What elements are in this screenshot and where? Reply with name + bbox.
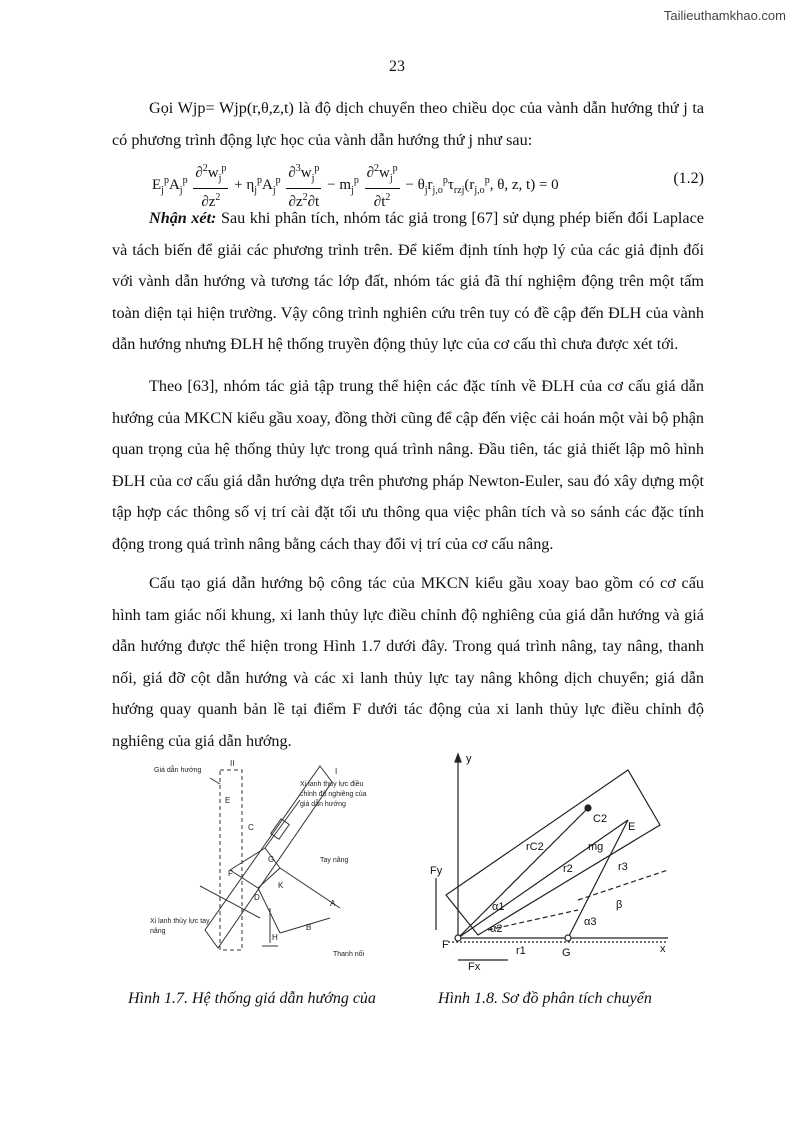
label-xi-lanh-dieu-chinh-3: giá dẫn hướng: [300, 801, 346, 808]
point-G: G: [268, 855, 275, 864]
paragraph-theo-63: Theo [63], nhóm tác giả tập trung thể hiện các đặc tính về ĐLH của cơ cấu giá dẫn hướng của MKCN kiểu gầu xoay, đồng thời cũng để cập đến việc cải hoán một vài bộ phận quan trọng của hệ thống thủy lực trong quá trình nâng. Đầu tiên, tác giả thiết lập mô hình ĐLH của cơ cấu giá dẫn hướng dựa trên phương pháp Newton-Euler, sau đó xây dựng một tập hợp các thông số vị trí cài đặt tối ưu thông qua việc phân tích và so sánh các đặc tính động trong quá trình nâng bằng cách thay đổi vị trí của cơ cấu nâng.: [112, 377, 704, 553]
label-r-c2: rC2: [526, 841, 544, 853]
figure-1-7-caption: Hình 1.7. Hệ thống giá dẫn hướng của: [128, 990, 376, 1007]
figure-1-8-caption: Hình 1.8. Sơ đồ phân tích chuyển: [438, 990, 652, 1007]
figure-1-7-diagram: [150, 758, 420, 968]
label-xi-lanh-dieu-chinh-2: chỉnh độ nghiêng của: [300, 791, 367, 798]
label-e: E: [628, 821, 636, 833]
link-rod: [258, 888, 280, 933]
r3-vector: [568, 820, 628, 938]
equation-1-2: [152, 160, 704, 210]
paragraph-intro: Gọi Wjp= Wjp(r,θ,z,t) là độ dịch chuyển theo chiều dọc của vành dẫn hướng thứ j ta có phương trình động lực học của vành dẫn hướng thứ j như sau:: [112, 99, 704, 149]
equation-formula: $E_j^pA_j^p$ $\frac{\partial^2w_j^p}{\partial z^2}$ + $\eta_j^pA_j^p$ $\frac{\partial^3w_j^p}{\partial z^2\partial t}$ − $m_j^p$ $\frac{\partial^2w_j^p}{\partial t^2}$ − $\theta_jr_{j,o}^p\tau_{rzj}(r_{j,o}^p$, θ, z, t) = 0: [152, 160, 559, 211]
label-xi-lanh-tay-nang-1: Xi lanh thủy lực tay: [150, 918, 210, 925]
label-alpha2: α2: [490, 923, 503, 935]
paragraph-remark: [112, 203, 704, 361]
remark-label: Nhận xét:: [149, 209, 217, 227]
label-g: G: [562, 947, 571, 959]
label-r3: r3: [618, 861, 628, 873]
label-x: x: [660, 943, 666, 955]
label-xi-lanh-dieu-chinh-1: Xi lanh thủy lực điều: [300, 781, 364, 788]
point-B: B: [306, 923, 312, 932]
point-F: F: [228, 869, 233, 878]
point-A: A: [330, 899, 336, 908]
label-fx: Fx: [468, 961, 481, 972]
point-D: D: [254, 893, 260, 902]
label-mg: mg: [588, 841, 604, 853]
label-r2: r2: [563, 863, 573, 875]
cylinder-adjust: [265, 800, 300, 848]
watermark: Tailieuthamkhao.com: [663, 8, 786, 23]
page-number: 23: [389, 58, 405, 75]
label-thanh-noi: Thanh nối: [333, 951, 365, 958]
label-beta: β: [616, 899, 623, 911]
point-K: K: [278, 881, 284, 890]
label-r1: r1: [516, 945, 526, 957]
guide-frame-vertical: [220, 770, 242, 950]
label-tay-nang: Tay nâng: [320, 857, 349, 864]
label-xi-lanh-tay-nang-2: nâng: [150, 928, 166, 935]
point-II: II: [230, 759, 235, 768]
label-gia-dan-huong: Giá dẫn hướng: [154, 767, 202, 774]
point-C: C: [248, 823, 254, 832]
figure-1-8-diagram: [428, 750, 678, 972]
point-H: H: [272, 933, 278, 942]
label-c2: C2: [593, 813, 608, 825]
guide-frame: [446, 770, 660, 935]
label-f: F: [442, 939, 449, 951]
remark-text: Sau khi phân tích, nhóm tác giả trong [67] sử dụng phép biến đổi Laplace và tách biến để giải các phương trình trên. Để kiểm định tính hợp lý của các giả định đối với vành dẫn hướng và tương tác lớp đất, nhóm tác giả đã thí nghiệm động trên một tấm toàn diện tại hiện trường. Vậy công trình nghiên cứu trên tuy có đề cập đến ĐLH của vành dẫn hướng nhưng ĐLH hệ thống truyền động thủy lực của cơ cấu thì chưa được xét tới.: [112, 209, 704, 354]
label-alpha3: α3: [584, 916, 597, 928]
paragraph-structure: Cấu tạo giá dẫn hướng bộ công tác của MKCN kiểu gầu xoay bao gồm có cơ cấu hình tam giác nối khung, xi lanh thủy lực điều chỉnh độ nghiêng của giá dẫn hướng và giá dẫn hướng được thể hiện trong Hình 1.7 dưới đây. Trong quá trình nâng, tay nâng, thanh nối, giá đỡ cột dẫn hướng và các xi lanh thủy lực tay nâng không dịch chuyển; giá dẫn hướng quay quanh bản lề tại điểm F dưới tác động của xi lanh thủy lực điều chỉnh độ nghiêng của giá dẫn hướng.: [112, 574, 704, 750]
point-I: I: [335, 767, 338, 776]
r2-vector: [458, 820, 628, 938]
label-fy: Fy: [430, 865, 443, 877]
label-alpha1: α1: [492, 901, 505, 913]
label-y: y: [466, 753, 472, 765]
point-E-left: E: [225, 796, 231, 805]
equation-number: (1.2): [673, 170, 704, 187]
